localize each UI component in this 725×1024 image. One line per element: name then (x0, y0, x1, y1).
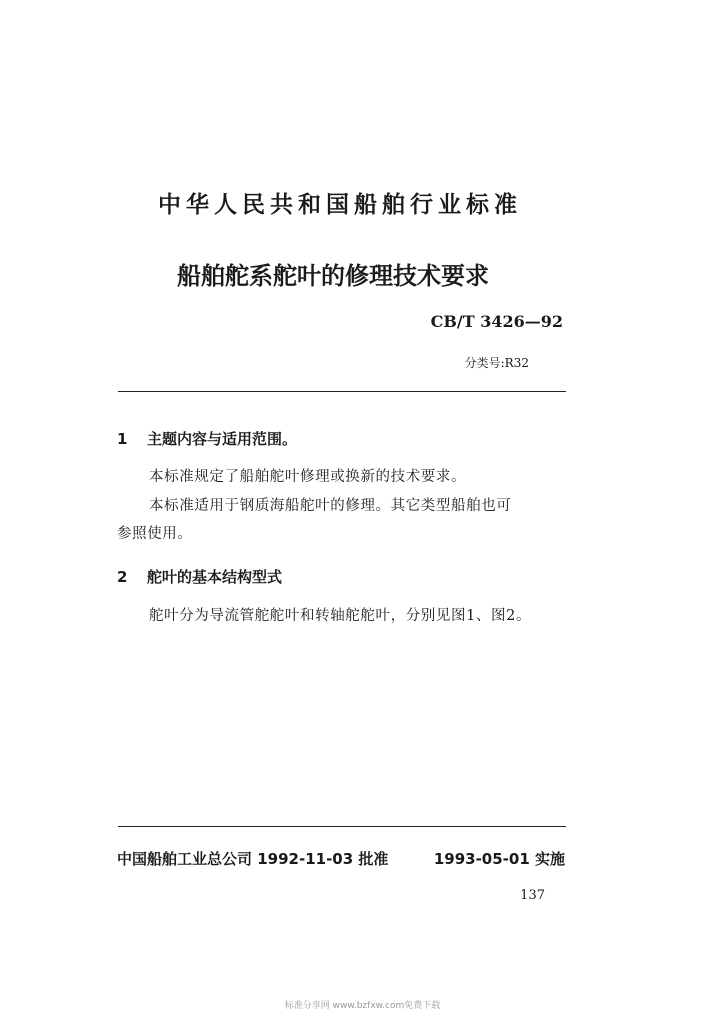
document-title: 船舶舵系舵叶的修理技术要求 (177, 262, 489, 290)
section-heading-text: 主题内容与适用范围。 (147, 430, 298, 448)
section-number: 2 (117, 568, 128, 586)
standard-number: CB/T 3426—92 (430, 312, 563, 331)
section-number: 1 (117, 430, 128, 448)
footer-divider (118, 826, 566, 827)
watermark: 标准分享网 www.bzfxw.com免费下载 (284, 1001, 441, 1011)
paragraph: 舵叶分为导流管舵舵叶和转轴舵舵叶，分别见图1、图2。 (149, 608, 532, 624)
implementation-date: 1993-05-01 实施 (433, 850, 565, 868)
paragraph: 本标准适用于钢质海船舵叶的修理。其它类型船舶也可 (149, 498, 512, 514)
header-divider (118, 391, 566, 392)
paragraph: 参照使用。 (117, 526, 193, 542)
issuer-approval-date: 中国船舶工业总公司 1992-11-03 批准 (117, 850, 389, 868)
paragraph: 本标准规定了船舶舵叶修理或换新的技术要求。 (149, 469, 467, 485)
standard-series-title: 中华人民共和国船舶行业标准 (158, 192, 522, 218)
section-heading-text: 舵叶的基本结构型式 (147, 568, 283, 586)
page-number: 137 (520, 888, 545, 903)
classification-code: 分类号:R32 (464, 356, 529, 370)
section-heading (117, 566, 282, 587)
section-heading (117, 428, 297, 449)
